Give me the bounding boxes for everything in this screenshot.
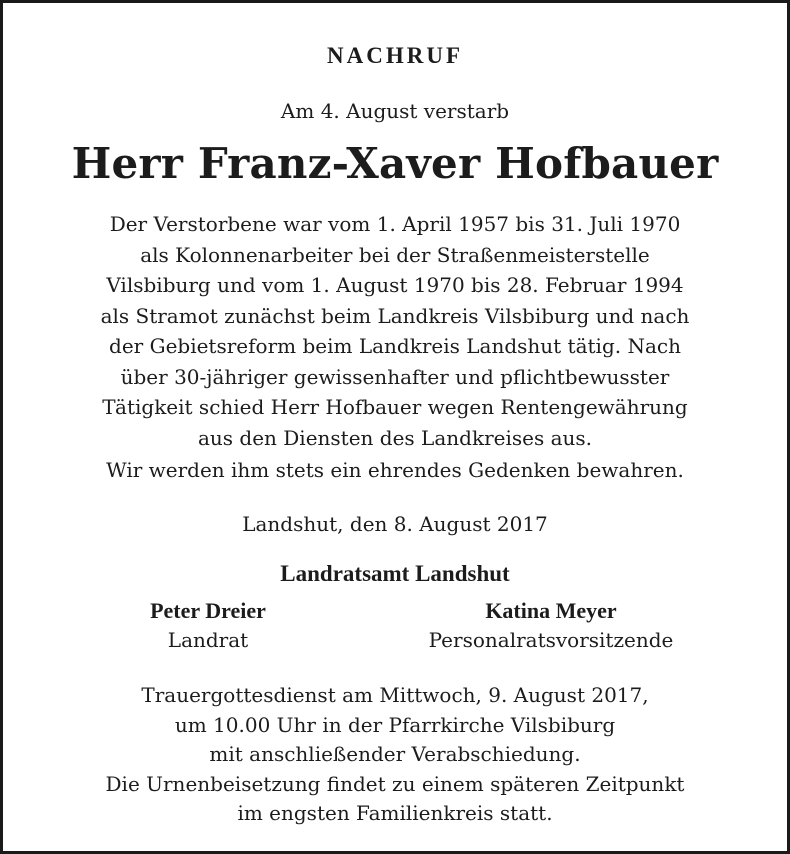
signatory-role: Landrat bbox=[167, 628, 249, 652]
funeral-service-info bbox=[13, 681, 777, 829]
biography-text bbox=[13, 209, 777, 453]
intro-line: Am 4. August verstarb bbox=[280, 99, 510, 123]
place-date: Landshut, den 8. August 2017 bbox=[242, 512, 548, 536]
biography-line: als Kolonnenarbeiter bei der Straßenmeisterstelle bbox=[140, 242, 650, 267]
biography-line: über 30-jähriger gewissenhafter und pflichtbewusster bbox=[120, 364, 670, 389]
authority-name: Landratsamt Landshut bbox=[280, 561, 510, 586]
memorial-line: Wir werden ihm stets ein ehrendes Gedenken bewahren. bbox=[106, 458, 684, 482]
service-line: mit anschließender Verabschiedung. bbox=[209, 742, 581, 766]
biography-line: Der Verstorbene war vom 1. April 1957 bis 31. Juli 1970 bbox=[109, 212, 681, 236]
biography-line: als Stramot zunächst beim Landkreis Vilsbiburg und nach bbox=[100, 303, 690, 328]
signatory-name: Katina Meyer bbox=[485, 598, 617, 623]
service-line: Die Urnenbeisetzung findet zu einem späteren Zeitpunkt bbox=[105, 771, 685, 796]
biography-line: Tätigkeit schied Herr Hofbauer wegen Rentengewährung bbox=[102, 395, 688, 419]
service-line: im engsten Familienkreis statt. bbox=[237, 801, 553, 825]
biography-line: aus den Diensten des Landkreises aus. bbox=[197, 425, 593, 450]
deceased-name: Herr Franz-Xaver Hofbauer bbox=[71, 139, 719, 188]
signatory-1 bbox=[43, 597, 373, 655]
notice-heading: NACHRUF bbox=[327, 43, 463, 68]
service-line: um 10.00 Uhr in der Pfarrkirche Vilsbiburg bbox=[174, 712, 616, 737]
biography-line: Vilsbiburg und vom 1. August 1970 bis 28. Februar 1994 bbox=[106, 273, 684, 297]
biography-line: der Gebietsreform beim Landkreis Landshut tätig. Nach bbox=[109, 334, 681, 358]
signatory-2 bbox=[386, 597, 716, 655]
signatory-name: Peter Dreier bbox=[150, 598, 266, 623]
service-line: Trauergottesdienst am Mittwoch, 9. August 2017, bbox=[141, 683, 649, 707]
signatory-role: Personalratsvorsitzende bbox=[428, 628, 674, 652]
